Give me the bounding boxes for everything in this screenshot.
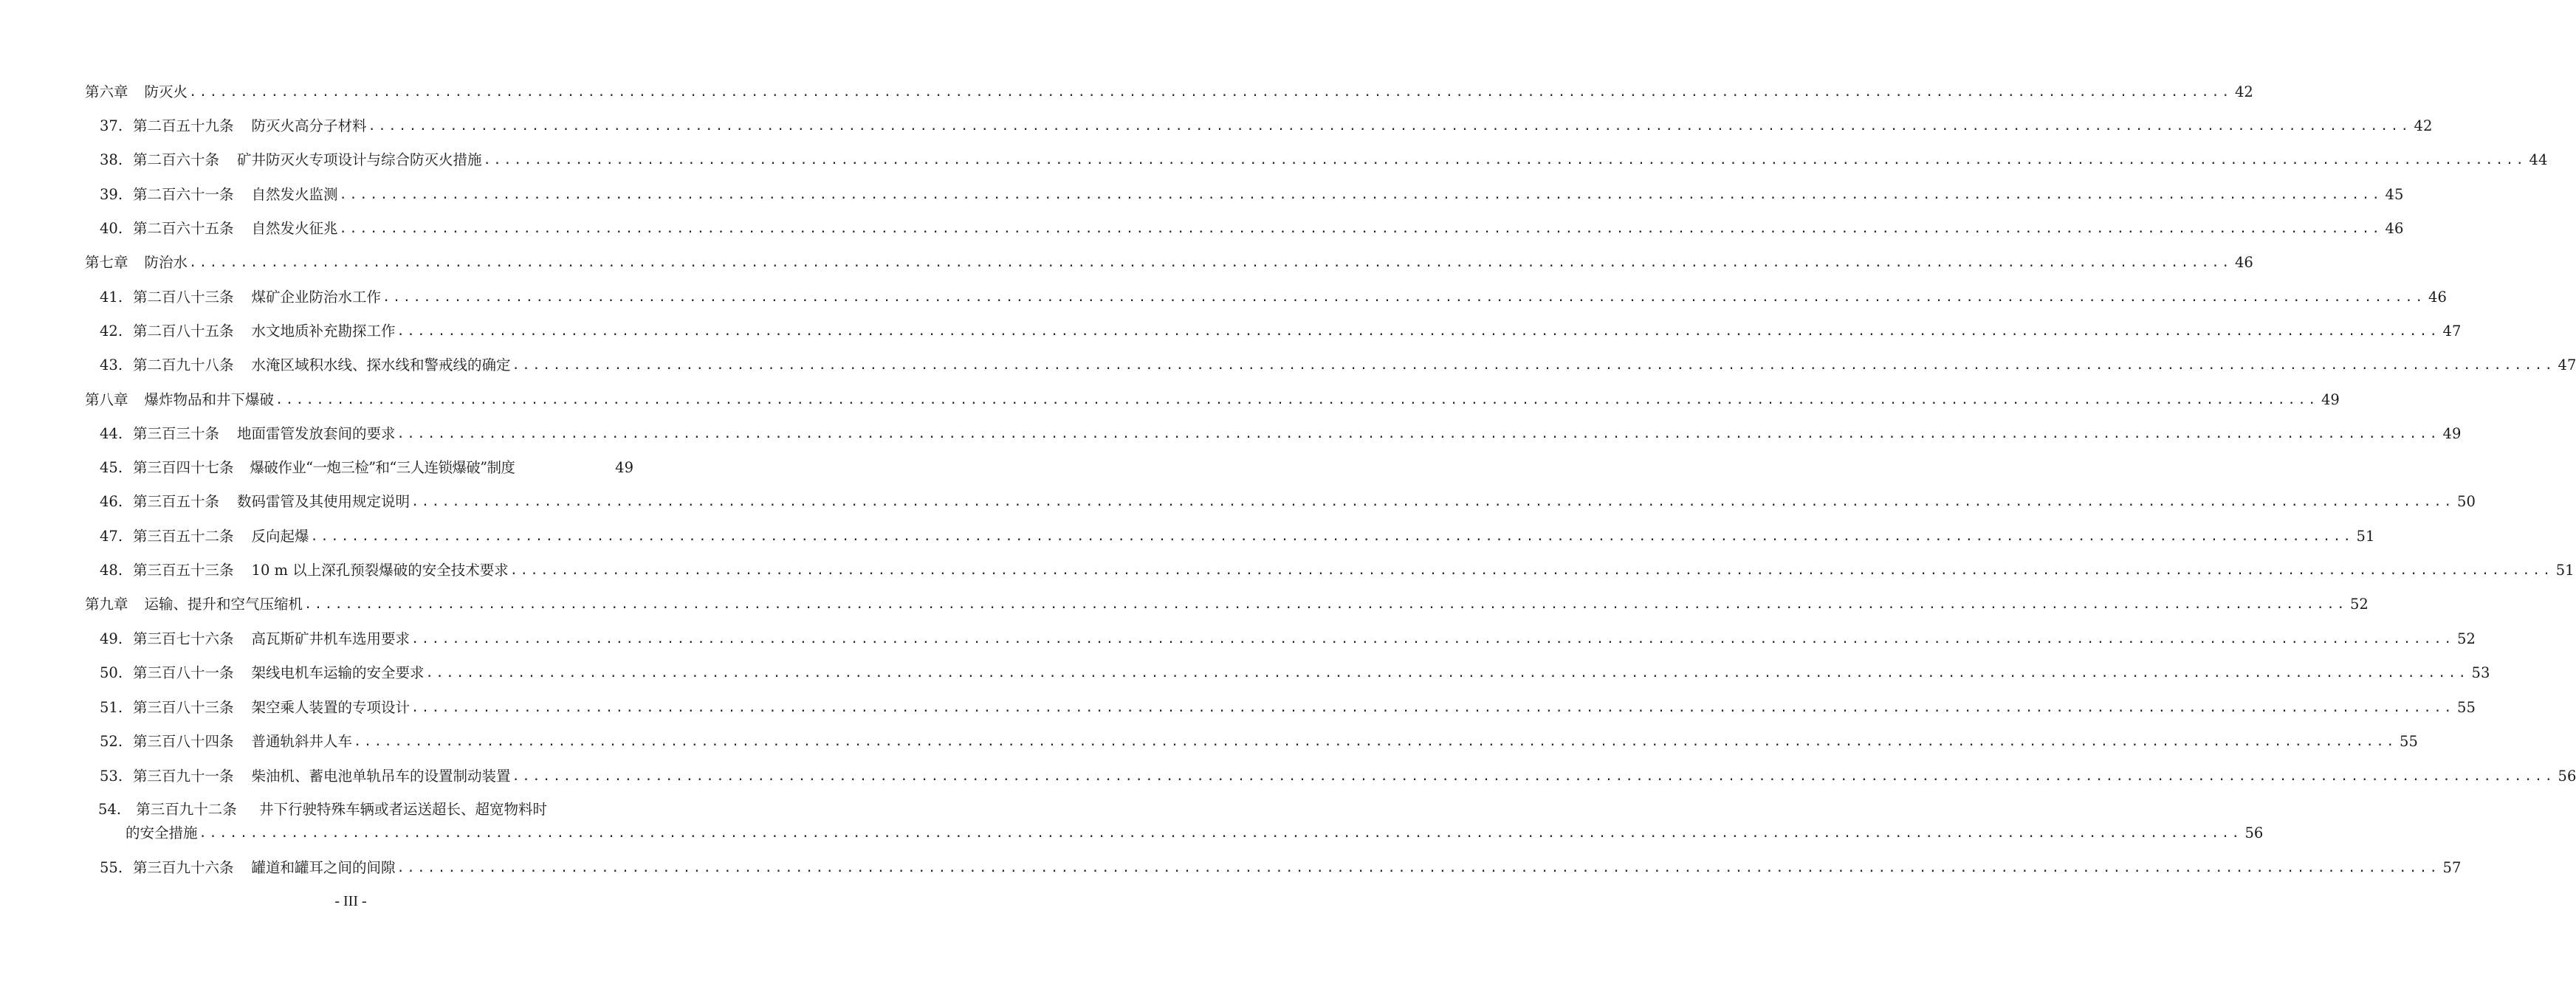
leader-dots: ........................................................................................................................................................................................................ bbox=[382, 290, 2426, 305]
toc-article-label: 第三百七十六条 bbox=[133, 630, 234, 647]
leader-dots: ........................................................................................................................................................................................................ bbox=[368, 119, 2411, 134]
toc-title-line2: 的安全措施 bbox=[126, 824, 198, 841]
toc-entry[interactable] bbox=[85, 389, 2340, 411]
leader-dots: ........................................................................................................................................................................................................ bbox=[512, 769, 2555, 784]
toc-entry[interactable] bbox=[100, 559, 2575, 582]
toc-entry[interactable] bbox=[100, 115, 2433, 137]
toc-article-label: 第三百三十条 bbox=[133, 425, 220, 442]
page-number-footer: - III - bbox=[334, 893, 367, 909]
toc-item-number: 40. bbox=[100, 220, 123, 237]
toc-article-label: 第二百六十一条 bbox=[133, 186, 234, 203]
toc-chapter-label: 第八章 bbox=[85, 391, 128, 408]
toc-article-label: 第二百九十八条 bbox=[133, 356, 234, 373]
toc-page-number: 56 bbox=[2558, 768, 2576, 785]
toc-title: 防灭火 bbox=[144, 83, 188, 100]
toc-article-label: 第三百九十一条 bbox=[133, 768, 234, 785]
toc-article-label: 第三百八十四条 bbox=[133, 733, 234, 750]
leader-dots: ........................................................................................................................................................................................................ bbox=[189, 255, 2233, 270]
toc-item-number: 41. bbox=[100, 289, 123, 306]
toc-entry[interactable] bbox=[85, 81, 2253, 103]
toc-page-number: 52 bbox=[2457, 630, 2476, 647]
toc-title: 架空乘人装置的专项设计 bbox=[251, 699, 411, 716]
leader-dots: ........................................................................................................................................................................................................ bbox=[411, 700, 2455, 715]
toc-entry[interactable] bbox=[100, 218, 2404, 240]
toc-article-label: 第三百八十三条 bbox=[133, 699, 234, 716]
toc-page-number: 49 bbox=[615, 459, 633, 476]
leader-dots: ........................................................................................................................................................................................................ bbox=[275, 393, 2319, 407]
toc-article-label: 第三百五十条 bbox=[133, 493, 220, 510]
toc-item-number: 51. bbox=[100, 699, 123, 716]
leader-dots: ........................................................................................................................................................................................................ bbox=[199, 826, 2242, 841]
toc-entry[interactable] bbox=[100, 286, 2447, 309]
toc-page-number: 42 bbox=[2235, 83, 2253, 100]
leader-dots: ........................................................................................................................................................................................................ bbox=[396, 861, 2440, 875]
toc-page-number: 52 bbox=[2350, 596, 2369, 613]
toc-entry-wrapped[interactable] bbox=[98, 799, 633, 821]
toc-item-number: 45. bbox=[100, 459, 123, 476]
toc-entry[interactable] bbox=[85, 593, 2369, 616]
toc-entry[interactable] bbox=[100, 491, 2476, 513]
toc-title: 爆破作业“一炮三检”和“三人连锁爆破”制度 bbox=[250, 459, 515, 476]
toc-entry-wrapped-continuation[interactable] bbox=[126, 822, 2264, 844]
toc-article-label: 第三百九十六条 bbox=[133, 859, 234, 876]
leader-dots: ........................................................................................................................................................................................................ bbox=[354, 734, 2397, 749]
toc-entry[interactable] bbox=[100, 423, 2462, 445]
toc-page-number: 55 bbox=[2457, 699, 2476, 716]
toc-page-number: 50 bbox=[2457, 493, 2476, 510]
toc-article-label: 第三百五十二条 bbox=[133, 528, 234, 545]
toc-item-number: 42. bbox=[100, 323, 123, 340]
leader-dots: ........................................................................................................................................................................................................ bbox=[483, 153, 2527, 168]
toc-title: 地面雷管发放套间的要求 bbox=[237, 425, 396, 442]
leader-dots: ........................................................................................................................................................................................................ bbox=[512, 358, 2555, 373]
toc-title: 防灭火高分子材料 bbox=[251, 117, 367, 134]
toc-item-number: 38. bbox=[100, 151, 123, 168]
toc-page-number: 53 bbox=[2471, 664, 2490, 681]
toc-entry[interactable] bbox=[100, 765, 2576, 788]
toc-title: 防治水 bbox=[144, 254, 188, 271]
toc-page-number: 56 bbox=[2244, 824, 2264, 841]
toc-item-number: 47. bbox=[100, 528, 123, 545]
toc-page-number: 51 bbox=[2356, 528, 2375, 545]
toc-article-label: 第三百九十二条 bbox=[136, 801, 237, 818]
leader-dots: ........................................................................................................................................................................................................ bbox=[509, 563, 2553, 578]
leader-dots: ........................................................................................................................................................................................................ bbox=[339, 221, 2383, 236]
toc-title: 运输、提升和空气压缩机 bbox=[144, 596, 303, 613]
toc-title: 普通轨斜井人车 bbox=[251, 733, 353, 750]
toc-item-number: 37. bbox=[100, 117, 123, 134]
leader-dots: ........................................................................................................................................................................................................ bbox=[396, 427, 2440, 441]
toc-item-number: 46. bbox=[100, 493, 123, 510]
leader-dots: ........................................................................................................................................................................................................ bbox=[396, 324, 2440, 339]
toc-title-line1: 井下行驶特殊车辆或者运送超长、超宽物料时 bbox=[258, 801, 547, 818]
toc-article-label: 第二百八十三条 bbox=[133, 289, 234, 306]
toc-chapter-label: 第六章 bbox=[85, 83, 128, 100]
toc-page-number: 47 bbox=[2442, 323, 2462, 340]
toc-title: 水淹区域积水线、探水线和警戒线的确定 bbox=[251, 356, 511, 373]
toc-article-label: 第三百四十七条 bbox=[133, 459, 234, 476]
leader-dots: ........................................................................................................................................................................................................ bbox=[425, 666, 2469, 681]
toc-chapter-label: 第七章 bbox=[85, 254, 128, 271]
toc-item-number: 49. bbox=[100, 630, 123, 647]
toc-chapter-label: 第九章 bbox=[85, 596, 128, 613]
toc-title: 水文地质补充勘探工作 bbox=[251, 323, 396, 340]
toc-item-number: 52. bbox=[100, 733, 123, 750]
toc-item-number: 55. bbox=[100, 859, 123, 876]
toc-page-number: 46 bbox=[2235, 254, 2253, 271]
toc-item-number: 50. bbox=[100, 664, 123, 681]
toc-title: 煤矿企业防治水工作 bbox=[251, 289, 382, 306]
toc-article-label: 第三百五十三条 bbox=[133, 562, 234, 579]
leader-dots: ........................................................................................................................................................................................................ bbox=[310, 529, 2354, 544]
leader-dots: ........................................................................................................................................................................................................ bbox=[411, 495, 2455, 509]
toc-entry[interactable] bbox=[100, 320, 2462, 342]
toc-entry[interactable] bbox=[100, 731, 2418, 753]
leader-dots: ........................................................................................................................................................................................................ bbox=[189, 85, 2233, 100]
toc-page-number: 49 bbox=[2442, 425, 2462, 442]
toc-item-number: 44. bbox=[100, 425, 123, 442]
leader-dots: ........................................................................................................................................................................................................ bbox=[411, 632, 2455, 647]
toc-title: 架线电机车运输的安全要求 bbox=[251, 664, 425, 681]
toc-item-number: 53. bbox=[100, 768, 123, 785]
toc-page-number: 45 bbox=[2385, 186, 2404, 203]
toc-title: 高瓦斯矿井机车选用要求 bbox=[251, 630, 411, 647]
toc-item-number: 48. bbox=[100, 562, 123, 579]
toc-page-number: 44 bbox=[2529, 151, 2548, 168]
toc-entry[interactable] bbox=[100, 184, 2404, 206]
toc-title: 10 m 以上深孔预裂爆破的安全技术要求 bbox=[251, 562, 509, 579]
toc-page-number: 51 bbox=[2555, 562, 2575, 579]
leader-dots: ........................................................................................................................................................................................................ bbox=[339, 187, 2383, 202]
toc-title: 柴油机、蓄电池单轨吊车的设置制动装置 bbox=[251, 768, 511, 785]
toc-entry[interactable] bbox=[85, 252, 2253, 274]
toc-article-label: 第二百六十五条 bbox=[133, 220, 234, 237]
toc-item-number: 54. bbox=[98, 801, 122, 818]
toc-title: 反向起爆 bbox=[251, 528, 309, 545]
toc-page-number: 46 bbox=[2428, 289, 2447, 306]
toc-page-number: 55 bbox=[2400, 733, 2418, 750]
toc-entry[interactable] bbox=[100, 697, 2476, 719]
toc-page-number: 49 bbox=[2321, 391, 2340, 408]
toc-entry[interactable] bbox=[100, 354, 2576, 376]
toc-article-label: 第二百八十五条 bbox=[133, 323, 234, 340]
toc-item-number: 39. bbox=[100, 186, 123, 203]
toc-entry[interactable] bbox=[100, 857, 2462, 879]
toc-entry[interactable] bbox=[100, 526, 2375, 548]
toc-article-label: 第二百五十九条 bbox=[133, 117, 234, 134]
toc-title: 数码雷管及其使用规定说明 bbox=[237, 493, 411, 510]
toc-title: 矿井防灭火专项设计与综合防灭火措施 bbox=[237, 151, 482, 168]
toc-page-number: 42 bbox=[2414, 117, 2433, 134]
toc-item-number: 43. bbox=[100, 356, 123, 373]
toc-article-label: 第二百六十条 bbox=[133, 151, 220, 168]
toc-entry[interactable] bbox=[100, 457, 633, 479]
toc-entry[interactable] bbox=[100, 662, 2490, 684]
toc-entry[interactable] bbox=[100, 628, 2476, 650]
toc-title: 自然发火监测 bbox=[251, 186, 338, 203]
toc-page-number: 57 bbox=[2442, 859, 2462, 876]
toc-page-number: 46 bbox=[2385, 220, 2404, 237]
toc-page-number: 47 bbox=[2558, 356, 2576, 373]
toc-title: 爆炸物品和井下爆破 bbox=[144, 391, 275, 408]
toc-title: 自然发火征兆 bbox=[251, 220, 338, 237]
toc-article-label: 第三百八十一条 bbox=[133, 664, 234, 681]
toc-title: 罐道和罐耳之间的间隙 bbox=[251, 859, 396, 876]
toc-entry[interactable] bbox=[100, 149, 2548, 171]
leader-dots: ........................................................................................................................................................................................................ bbox=[304, 597, 2348, 612]
